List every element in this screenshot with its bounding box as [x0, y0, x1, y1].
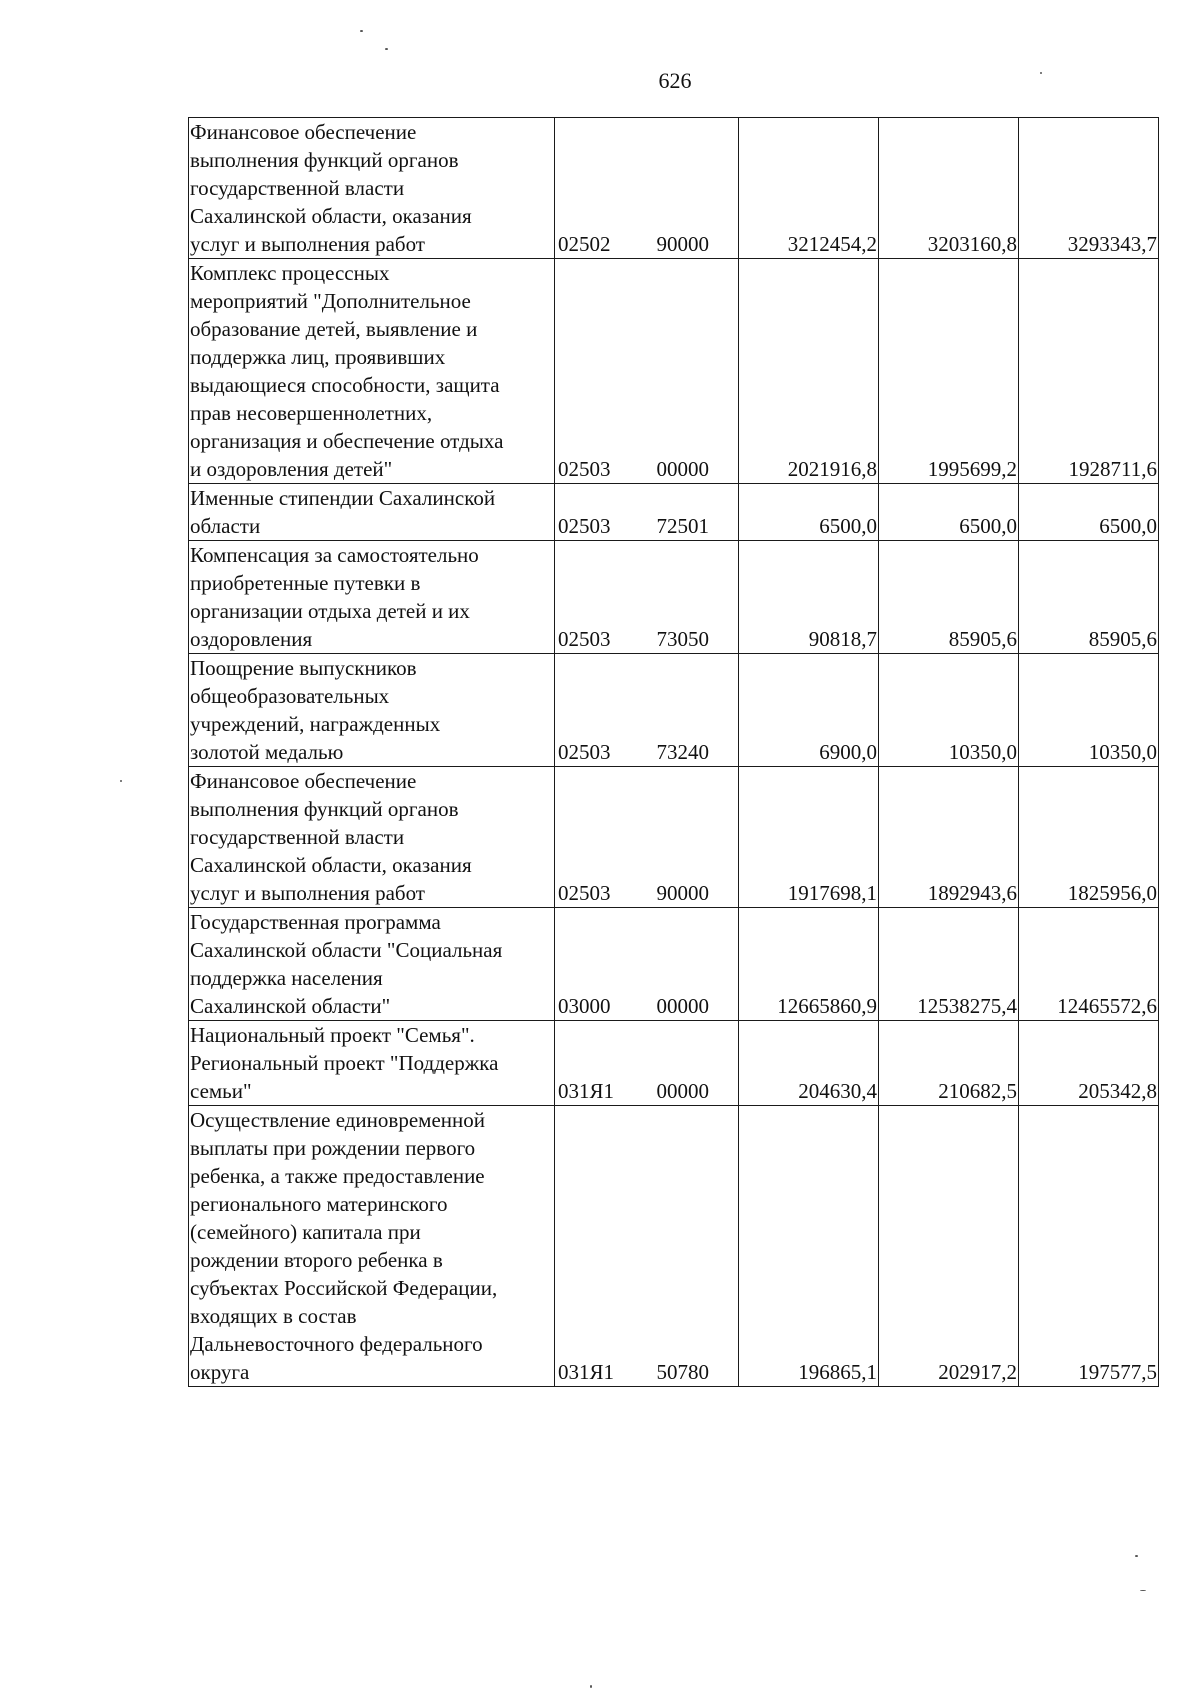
- amount-year-3: 6500,0: [1019, 484, 1159, 541]
- table-row: [189, 654, 1159, 767]
- direction-code: 72501: [656, 514, 709, 538]
- table-row: [189, 767, 1159, 908]
- budget-table: [188, 117, 1159, 1387]
- program-code: 03000: [558, 994, 611, 1018]
- amount-year-2: 6500,0: [879, 484, 1019, 541]
- direction-code: 00000: [656, 457, 709, 481]
- amount-year-1: 204630,4: [739, 1021, 879, 1106]
- amount-year-1: 2021916,8: [739, 259, 879, 484]
- amount-year-3: 205342,8: [1019, 1021, 1159, 1106]
- row-code-cell: [555, 1106, 739, 1387]
- direction-code: 00000: [656, 1079, 709, 1103]
- amount-year-2: 1995699,2: [879, 259, 1019, 484]
- amount-year-1: 6500,0: [739, 484, 879, 541]
- table-row: [189, 118, 1159, 259]
- scan-speck: [590, 1685, 592, 1688]
- amount-year-2: 12538275,4: [879, 908, 1019, 1021]
- amount-year-1: 90818,7: [739, 541, 879, 654]
- direction-code: 90000: [656, 881, 709, 905]
- row-name-cell: Осуществление единовременной выплаты при рождении первого ребенка, а также предоставление регионального материнского (семейного) капитала при рождении второго ребенка в субъектах Российской Федерации, входящих в состав Дальневосточного федерального округа: [189, 1106, 555, 1387]
- row-code-cell: [555, 654, 739, 767]
- table-row: [189, 908, 1159, 1021]
- direction-code: 00000: [656, 994, 709, 1018]
- amount-year-2: 210682,5: [879, 1021, 1019, 1106]
- amount-year-2: 1892943,6: [879, 767, 1019, 908]
- table-row: [189, 1021, 1159, 1106]
- direction-code: 73240: [656, 740, 709, 764]
- row-name-cell: Государственная программа Сахалинской области "Социальная поддержка населения Сахалинской области": [189, 908, 555, 1021]
- row-code-cell: [555, 908, 739, 1021]
- program-code: 02503: [558, 881, 611, 905]
- amount-year-1: 3212454,2: [739, 118, 879, 259]
- amount-year-2: 202917,2: [879, 1106, 1019, 1387]
- row-name-cell: Комплекс процессных мероприятий "Дополнительное образование детей, выявление и поддержка лиц, проявивших выдающиеся способности, защита прав несовершеннолетних, организация и обеспечение отдыха и оздоровления детей": [189, 259, 555, 484]
- scan-speck: [120, 780, 122, 782]
- direction-code: 90000: [656, 232, 709, 256]
- program-code: 02503: [558, 457, 611, 481]
- amount-year-2: 3203160,8: [879, 118, 1019, 259]
- direction-code: 73050: [656, 627, 709, 651]
- table-row: [189, 484, 1159, 541]
- amount-year-2: 10350,0: [879, 654, 1019, 767]
- scan-speck: [1140, 1590, 1146, 1591]
- program-code: 02503: [558, 627, 611, 651]
- amount-year-3: 1825956,0: [1019, 767, 1159, 908]
- table-row: [189, 541, 1159, 654]
- program-code: 031Я1: [558, 1360, 615, 1384]
- amount-year-3: 12465572,6: [1019, 908, 1159, 1021]
- row-name-cell: Национальный проект "Семья". Региональный проект "Поддержка семьи": [189, 1021, 555, 1106]
- table-row: [189, 1106, 1159, 1387]
- amount-year-3: 10350,0: [1019, 654, 1159, 767]
- row-code-cell: [555, 1021, 739, 1106]
- amount-year-3: 85905,6: [1019, 541, 1159, 654]
- program-code: 031Я1: [558, 1079, 615, 1103]
- program-code: 02502: [558, 232, 611, 256]
- row-name-cell: Поощрение выпускников общеобразовательных учреждений, награжденных золотой медалью: [189, 654, 555, 767]
- table-row: [189, 259, 1159, 484]
- scan-speck: [1040, 72, 1042, 74]
- page-number: 626: [658, 68, 692, 93]
- scan-speck: [1135, 1555, 1138, 1557]
- row-code-cell: [555, 767, 739, 908]
- amount-year-1: 1917698,1: [739, 767, 879, 908]
- amount-year-1: 12665860,9: [739, 908, 879, 1021]
- amount-year-3: 3293343,7: [1019, 118, 1159, 259]
- row-code-cell: [555, 541, 739, 654]
- program-code: 02503: [558, 514, 611, 538]
- amount-year-3: 197577,5: [1019, 1106, 1159, 1387]
- amount-year-3: 1928711,6: [1019, 259, 1159, 484]
- amount-year-1: 6900,0: [739, 654, 879, 767]
- amount-year-2: 85905,6: [879, 541, 1019, 654]
- scan-speck: [360, 30, 363, 32]
- row-name-cell: Финансовое обеспечение выполнения функций органов государственной власти Сахалинской области, оказания услуг и выполнения работ: [189, 767, 555, 908]
- row-code-cell: [555, 484, 739, 541]
- program-code: 02503: [558, 740, 611, 764]
- direction-code: 50780: [656, 1360, 709, 1384]
- row-name-cell: Компенсация за самостоятельно приобретенные путевки в организации отдыха детей и их оздоровления: [189, 541, 555, 654]
- scan-speck: [385, 48, 388, 50]
- row-code-cell: [555, 118, 739, 259]
- row-name-cell: Именные стипендии Сахалинской области: [189, 484, 555, 541]
- row-code-cell: [555, 259, 739, 484]
- row-name-cell: Финансовое обеспечение выполнения функций органов государственной власти Сахалинской области, оказания услуг и выполнения работ: [189, 118, 555, 259]
- amount-year-1: 196865,1: [739, 1106, 879, 1387]
